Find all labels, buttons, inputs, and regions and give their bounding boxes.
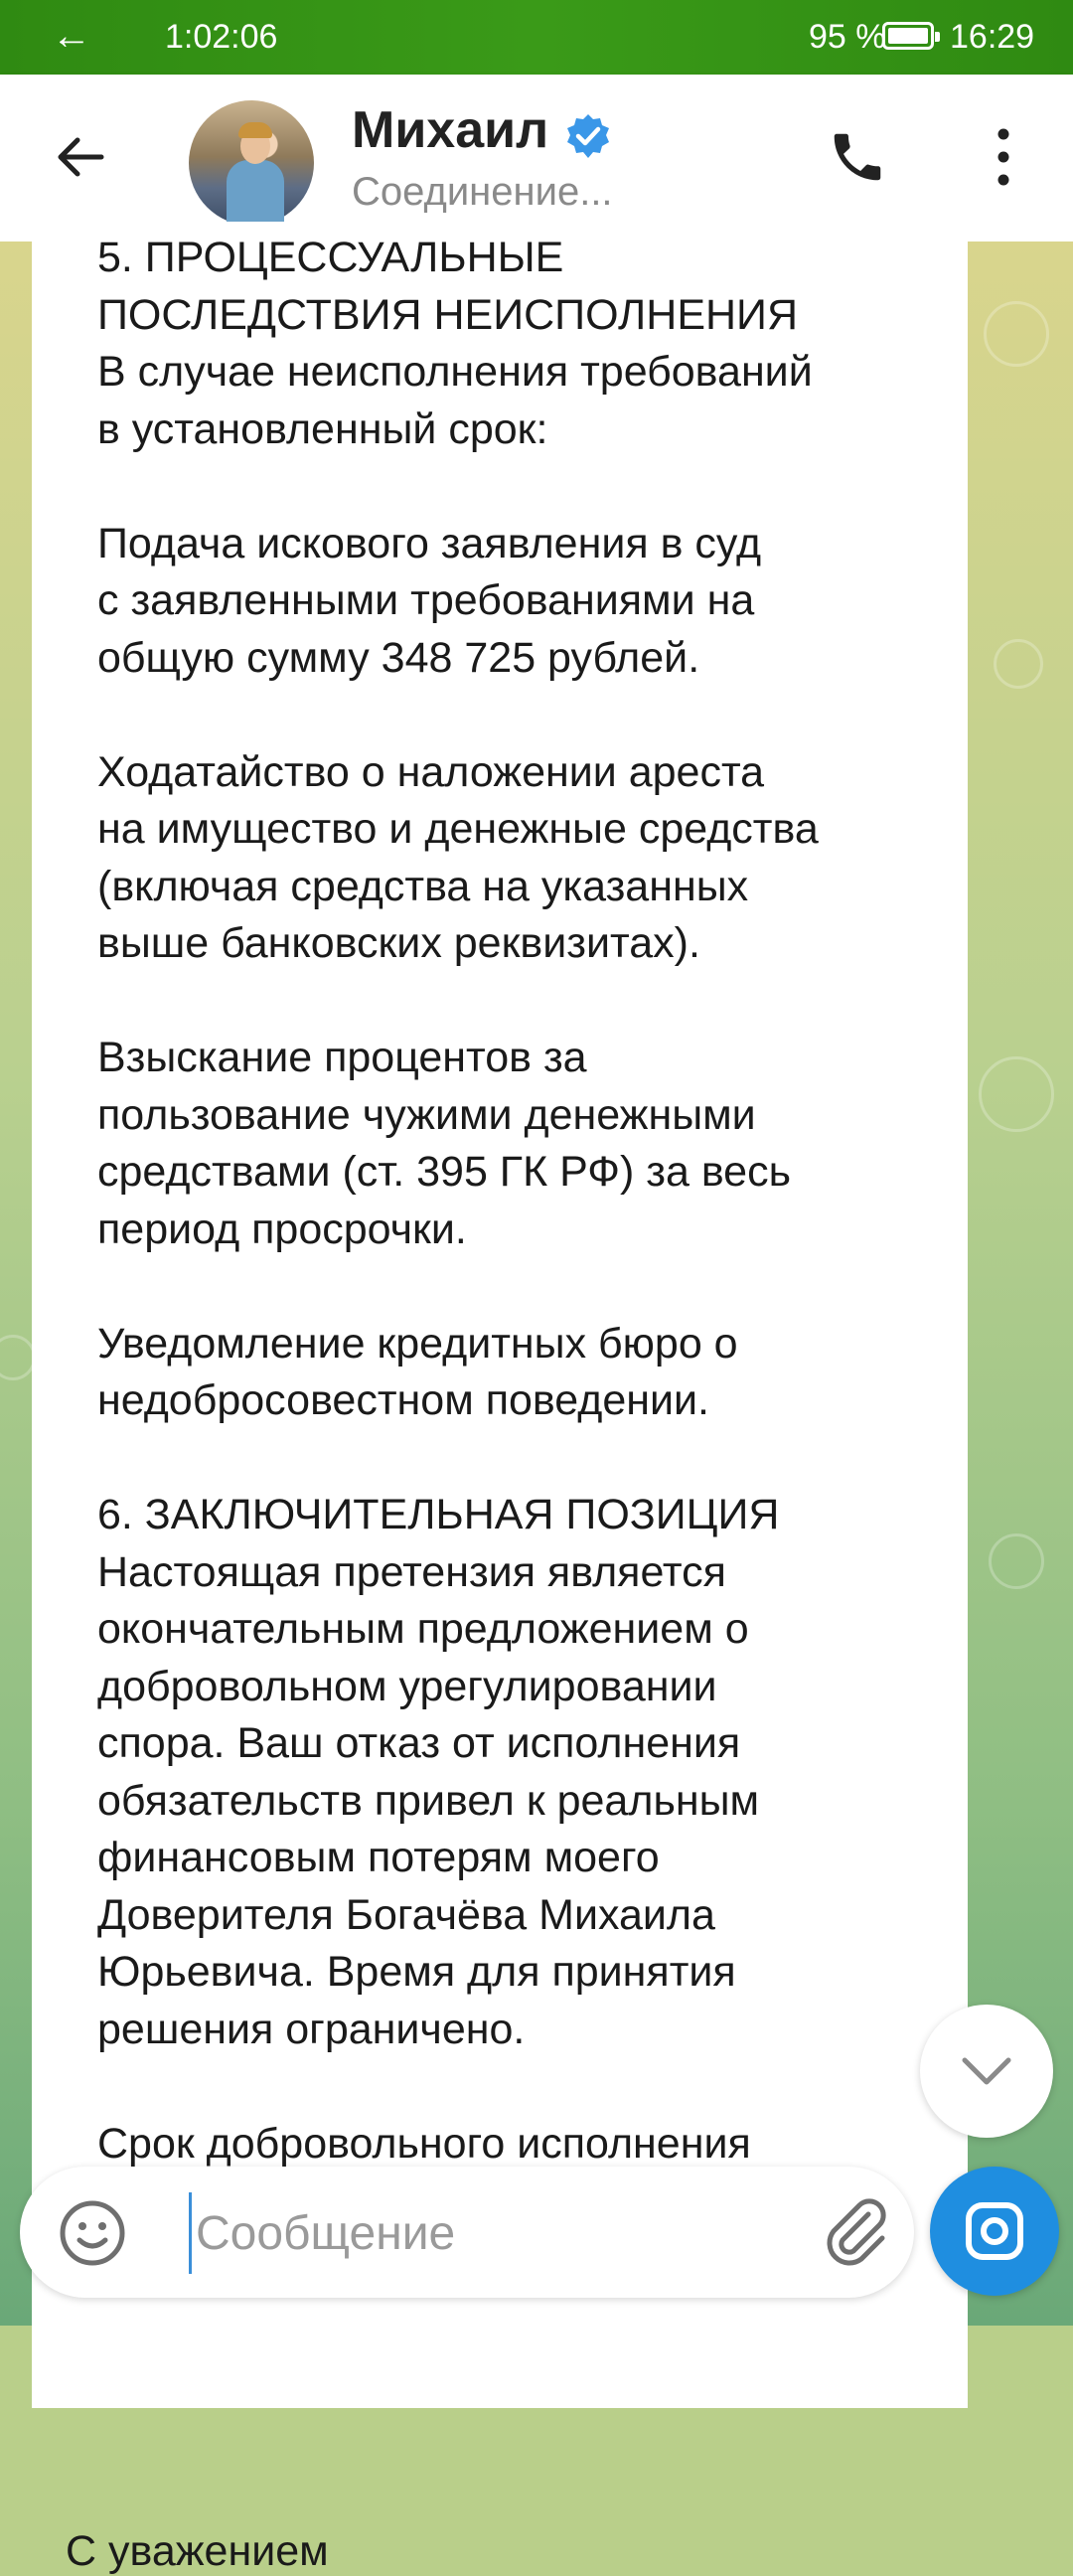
arrow-left-icon[interactable] <box>52 128 109 186</box>
contact-status: Соединение... <box>352 170 613 214</box>
wallpaper-doodle <box>0 1335 36 1380</box>
emoji-icon[interactable] <box>58 2198 127 2268</box>
wallpaper-doodle <box>984 301 1049 367</box>
more-vertical-icon[interactable] <box>984 124 1023 190</box>
wallpaper-doodle <box>989 1533 1044 1589</box>
message-composer <box>20 2167 914 2298</box>
chat-area[interactable] <box>0 234 1073 2575</box>
status-bar <box>0 0 1073 75</box>
scroll-to-bottom-button[interactable] <box>920 2005 1053 2138</box>
chevron-down-icon <box>957 2046 1016 2096</box>
message-bubble[interactable] <box>32 222 968 2408</box>
call-timer[interactable]: 1:02:06 <box>165 18 278 56</box>
camera-icon <box>963 2199 1026 2263</box>
battery-icon <box>882 22 934 50</box>
verified-badge-icon <box>564 112 612 160</box>
clock: 16:29 <box>950 18 1035 56</box>
return-to-call-icon[interactable]: ← <box>52 14 91 58</box>
wallpaper-doodle <box>979 1056 1054 1132</box>
battery-percent: 95 % <box>809 18 886 56</box>
contact-name[interactable]: Михаил <box>352 101 549 159</box>
phone-icon[interactable] <box>827 126 888 188</box>
message-input[interactable] <box>189 2192 814 2274</box>
paperclip-icon[interactable] <box>823 2196 892 2268</box>
camera-button[interactable] <box>930 2167 1059 2296</box>
message-text: 5. ПРОЦЕССУАЛЬНЫЕ ПОСЛЕДСТВИЯ НЕИСПОЛНЕНИЯ В случае неисполнения требований в установленный срок: Подача искового заявления в суд с заявленными требованиями на общую сумму 348 725 рублей. Ходатайство о наложении ареста на имущество и денежные средства (включая средства на указанных выше банковских реквизитах). Взыскание процентов за пользование чужими денежными средствами (ст. 395 ГК РФ) за весь период просрочки. Уведомление кредитных бюро о недобросовестном поведении. 6. ЗАКЛЮЧИТЕЛЬНАЯ ПОЗИЦИЯ Настоящая претензия является окончательным предложением о добровольном урегулировании спора. Ваш отказ от исполнения обязательств привел к реальным финансовым потерям моего Доверителя Богачёва Михаила Юрьевича. Время для принятия решения ограничено. Срок добровольного исполнения <box>97 234 819 2168</box>
chat-header <box>0 75 1073 242</box>
wallpaper-doodle <box>994 639 1043 689</box>
avatar[interactable] <box>189 100 314 226</box>
message-text-continued: С уважением <box>66 2527 329 2575</box>
